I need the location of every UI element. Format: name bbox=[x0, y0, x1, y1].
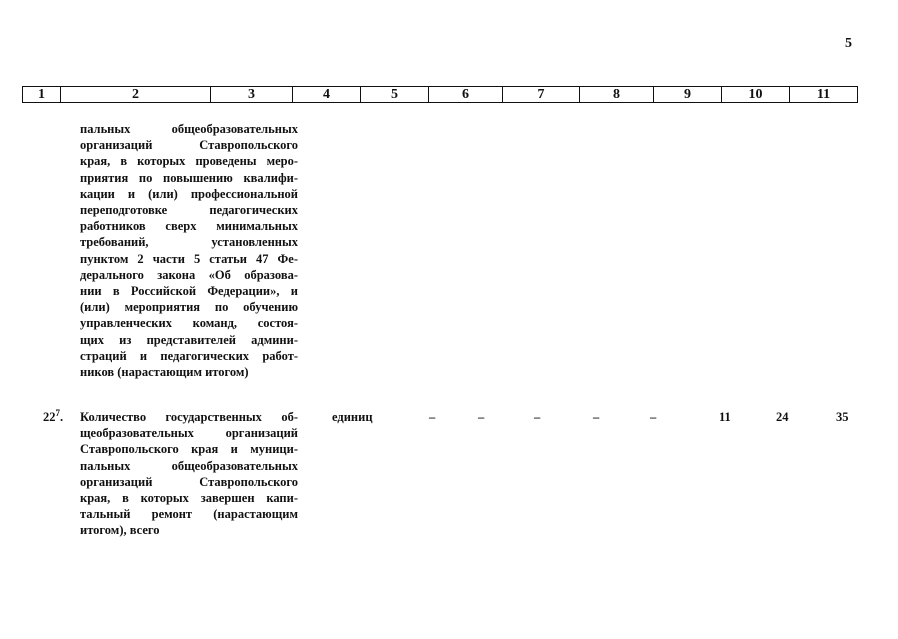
value-col-7: – bbox=[593, 410, 600, 424]
header-col-5: 5 bbox=[361, 87, 429, 102]
text-line: края, в которых проведены меро- bbox=[80, 154, 298, 169]
text-line: пальных общеобразовательных bbox=[80, 458, 298, 473]
text-line: кации и (или) профессиональной bbox=[80, 186, 298, 201]
text-line: края, в которых завершен капи- bbox=[80, 491, 298, 506]
header-col-7: 7 bbox=[503, 87, 580, 102]
value-col-4: – bbox=[429, 410, 436, 424]
unit-cell: единиц bbox=[332, 410, 373, 424]
header-col-8: 8 bbox=[580, 87, 654, 102]
page-number: 5 bbox=[845, 36, 852, 51]
text-line: (или) мероприятия по обучению bbox=[80, 300, 298, 315]
text-line: организаций Ставропольского bbox=[80, 474, 298, 489]
text-line: переподготовке педагогических bbox=[80, 203, 298, 218]
text-line: требований, установленных bbox=[80, 235, 298, 250]
text-line: Количество государственных об- bbox=[80, 410, 298, 424]
text-line: итогом), всего bbox=[80, 523, 160, 538]
text-line: страций и педагогических работ- bbox=[80, 348, 298, 363]
value-col-9: 11 bbox=[719, 410, 731, 424]
text-line: щих из представителей админи- bbox=[80, 332, 298, 347]
value-col-6: – bbox=[534, 410, 541, 424]
text-line: управленческих команд, состоя- bbox=[80, 316, 298, 331]
row-number-main: 22 bbox=[43, 410, 56, 424]
header-col-1: 1 bbox=[23, 87, 61, 102]
header-col-9: 9 bbox=[654, 87, 722, 102]
header-col-2: 2 bbox=[61, 87, 211, 102]
continued-row-description bbox=[80, 121, 298, 380]
header-col-10: 10 bbox=[722, 87, 790, 102]
header-col-4: 4 bbox=[293, 87, 361, 102]
text-line: дерального закона «Об образова- bbox=[80, 267, 298, 282]
text-line: ников (нарастающим итогом) bbox=[80, 365, 249, 380]
row-number-suffix: . bbox=[60, 410, 64, 424]
value-col-11: 35 bbox=[836, 410, 849, 424]
text-line: приятия по повышению квалифи- bbox=[80, 170, 298, 185]
text-line: тальный ремонт (нарастающим bbox=[80, 507, 298, 522]
text-line: нии в Российской Федерации», и bbox=[80, 284, 298, 299]
text-line: Ставропольского края и муници- bbox=[80, 442, 298, 457]
value-col-5: – bbox=[478, 410, 485, 424]
header-col-3: 3 bbox=[211, 87, 293, 102]
row-22-7-description bbox=[80, 409, 298, 539]
row-number bbox=[43, 409, 63, 425]
value-col-8: – bbox=[650, 410, 657, 424]
text-line: пунктом 2 части 5 статьи 47 Фе- bbox=[80, 251, 298, 266]
text-line: работников сверх минимальных bbox=[80, 219, 298, 234]
table-header-row bbox=[22, 86, 858, 103]
value-col-10: 24 bbox=[776, 410, 789, 424]
row-number-superscript: 7 bbox=[55, 407, 60, 418]
text-line: щеобразовательных организаций bbox=[80, 426, 298, 441]
header-col-6: 6 bbox=[429, 87, 503, 102]
header-col-11: 11 bbox=[816, 86, 831, 102]
text-line: пальных общеобразовательных bbox=[80, 122, 298, 136]
text-line: организаций Ставропольского bbox=[80, 138, 298, 153]
